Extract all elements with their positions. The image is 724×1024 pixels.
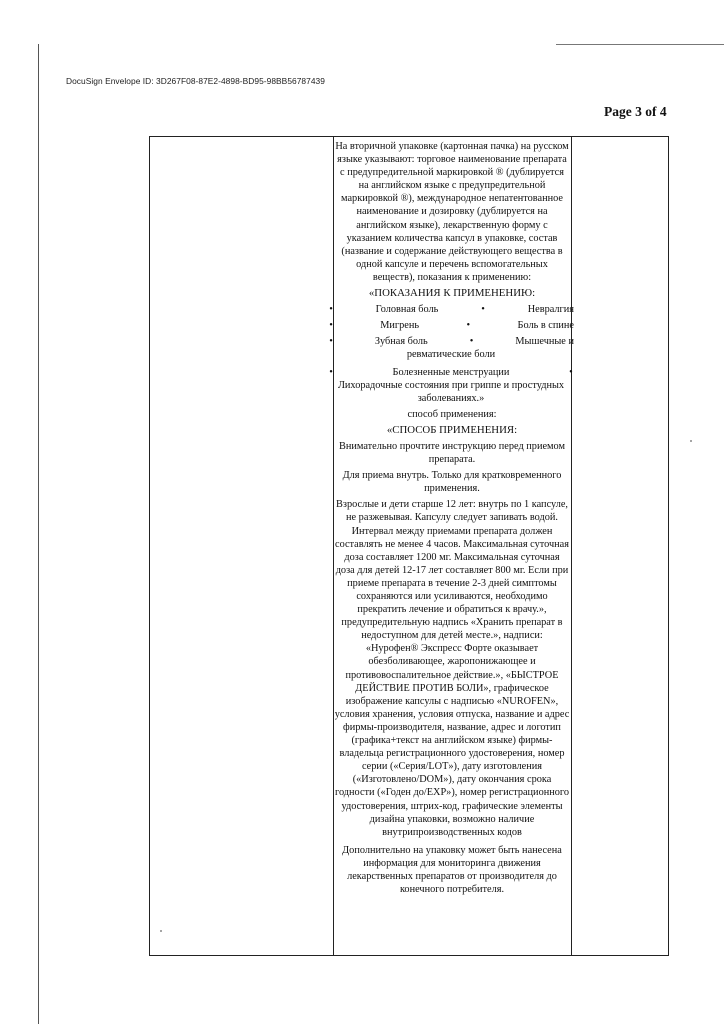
method-paragraph: Внимательно прочтите инструкцию перед приемом препарата. [338, 440, 566, 466]
indication-item: Лихорадочные состояния при гриппе и простудных заболеваниях.» [337, 379, 565, 404]
bullet-icon: • [481, 304, 485, 316]
indication-item: Мигрень [380, 320, 420, 332]
method-heading: «СПОСОБ ПРИМЕНЕНИЯ: [386, 423, 518, 436]
indication-item: Головная боль [375, 304, 439, 316]
indication-row [328, 366, 574, 379]
indications-list [328, 303, 574, 405]
indication-item: Зубная боль [374, 336, 428, 348]
method-paragraph: Для приема внутрь. Только для кратковременного применения. [342, 470, 562, 495]
bullet-icon: • [329, 336, 333, 348]
bullet-icon: • [329, 366, 333, 378]
scan-speck [690, 440, 692, 442]
indication-row [328, 335, 574, 348]
bullet-icon: • [469, 336, 474, 348]
table-cell-content [329, 140, 574, 896]
scan-speck [160, 930, 162, 932]
indication-item-continuation: ревматические боли [406, 349, 496, 361]
bullet-icon: • [466, 320, 471, 332]
bullet-icon: • [569, 366, 573, 378]
page-number: Page 3 of 4 [604, 104, 667, 119]
indications-heading: «ПОКАЗАНИЯ К ПРИМЕНЕНИЮ: [368, 287, 536, 300]
bullet-icon: • [329, 320, 333, 332]
packaging-intro: На вторичной упаковке (картонная пачка) на русском языке указывают: торговое наименование препарата с предупредительной маркировкой ® (дублируется на английском языке с предупредительной маркировкой ®), международное непатентованное наименование и дозировку (дублируется на английском языке), лекарственную форму с указанием количества капсул в упаковке, состав (название и содержание действующего вещества в одной капсуле и перечень вспомогательных веществ), показания к применению: [335, 141, 569, 283]
table-column-divider-right [571, 136, 572, 956]
method-intro: способ применения: [407, 408, 497, 420]
indication-row [328, 319, 574, 332]
bullet-icon: • [329, 304, 333, 316]
indication-item: Болезненные менструации [392, 366, 510, 378]
indication-item: Невралгия [527, 304, 574, 316]
method-paragraph: Взрослые и дети старше 12 лет: внутрь по 1 капсуле, не разжевывая. Капсулу следует запивать водой. Интервал между приемами препарата должен составлять не менее 4 часов. Максимальная суточная доза составляет 1200 мг. Максимальная суточная доза для детей 12-17 лет составляет 800 мг. Если при приеме препарата в течение 2-3 дней симптомы сохраняются или усиливаются, необходимо прекратить лечение и обратиться к врачу.», предупредительную надпись «Хранить препарат в недоступном для детей месте.», надписи: «Нурофен® Экспресс Форте оказывает обезболивающее, жаропонижающее и противовоспалительное действие.», «БЫСТРОЕ ДЕЙСТВИЕ ПРОТИВ БОЛИ», графическое изображение капсулы с надписью «NUROFEN», условия хранения, условия отпуска, название и адрес фирмы-производителя, название, адрес и логотип (графика+текст на английском языке) фирмы-владельца регистрационного удостоверения, номер серии («Серия/LOT»), дату изготовления («Изготовлено/DOM»), дату окончания срока годности («Годен до/EXP»), номер регистрационного удостоверения, штрих-код, графические элементы дизайна упаковки, возможно наличие внутрипроизводственных кодов [334, 499, 570, 838]
indication-item: Мышечные и [515, 336, 574, 348]
docusign-envelope-id: DocuSign Envelope ID: 3D267F08-87E2-4898-BD95-98BB56787439 [66, 76, 325, 86]
scan-edge-line [38, 44, 39, 1024]
indication-row [328, 303, 574, 316]
indication-item: Боль в спине [517, 320, 574, 332]
scan-top-line [556, 44, 724, 45]
additional-info: Дополнительно на упаковку может быть нанесена информация для мониторинга движения лекарственных препаратов от производителя до конечного потребителя. [342, 844, 562, 896]
